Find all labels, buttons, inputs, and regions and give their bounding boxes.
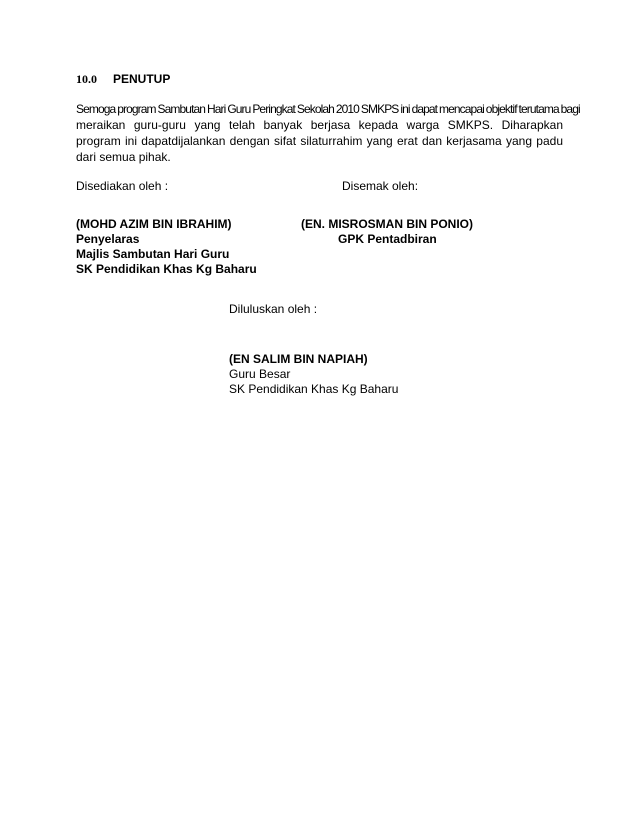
prepared-by-name: (MOHD AZIM BIN IBRAHIM) xyxy=(76,217,232,231)
prepared-by-role: Penyelaras xyxy=(76,232,140,246)
checked-by-name: (EN. MISROSMAN BIN PONIO) xyxy=(301,217,474,231)
checked-by-role: GPK Pentadbiran xyxy=(338,232,437,246)
approved-by-label: Diluluskan oleh : xyxy=(229,302,318,316)
prepared-by-school: SK Pendidikan Khas Kg Baharu xyxy=(76,262,257,276)
paragraph-rest: meraikan guru-guru yang telah banyak berjasa kepada warga SMKPS. Diharapkan program ini dapatdijalankan dengan sifat silaturrahim yang erat dan kerjasama yang padu dari semua pihak. xyxy=(76,118,563,164)
approved-by-role: Guru Besar xyxy=(229,367,291,381)
prepared-by-label: Disediakan oleh : xyxy=(76,179,169,193)
closing-paragraph xyxy=(76,101,580,165)
section-number: 10.0 xyxy=(76,72,97,86)
prepared-by-committee: Majlis Sambutan Hari Guru xyxy=(76,247,230,261)
section-heading xyxy=(76,72,170,87)
paragraph-line-1: Semoga program Sambutan Hari Guru Peringkat Sekolah 2010 SMKPS ini dapat mencapai objektif terutama bagi xyxy=(76,102,580,116)
section-title: PENUTUP xyxy=(113,72,171,86)
checked-by-label: Disemak oleh: xyxy=(342,179,419,193)
approved-by-name: (EN SALIM BIN NAPIAH) xyxy=(229,352,368,366)
approved-by-school: SK Pendidikan Khas Kg Baharu xyxy=(229,382,399,396)
